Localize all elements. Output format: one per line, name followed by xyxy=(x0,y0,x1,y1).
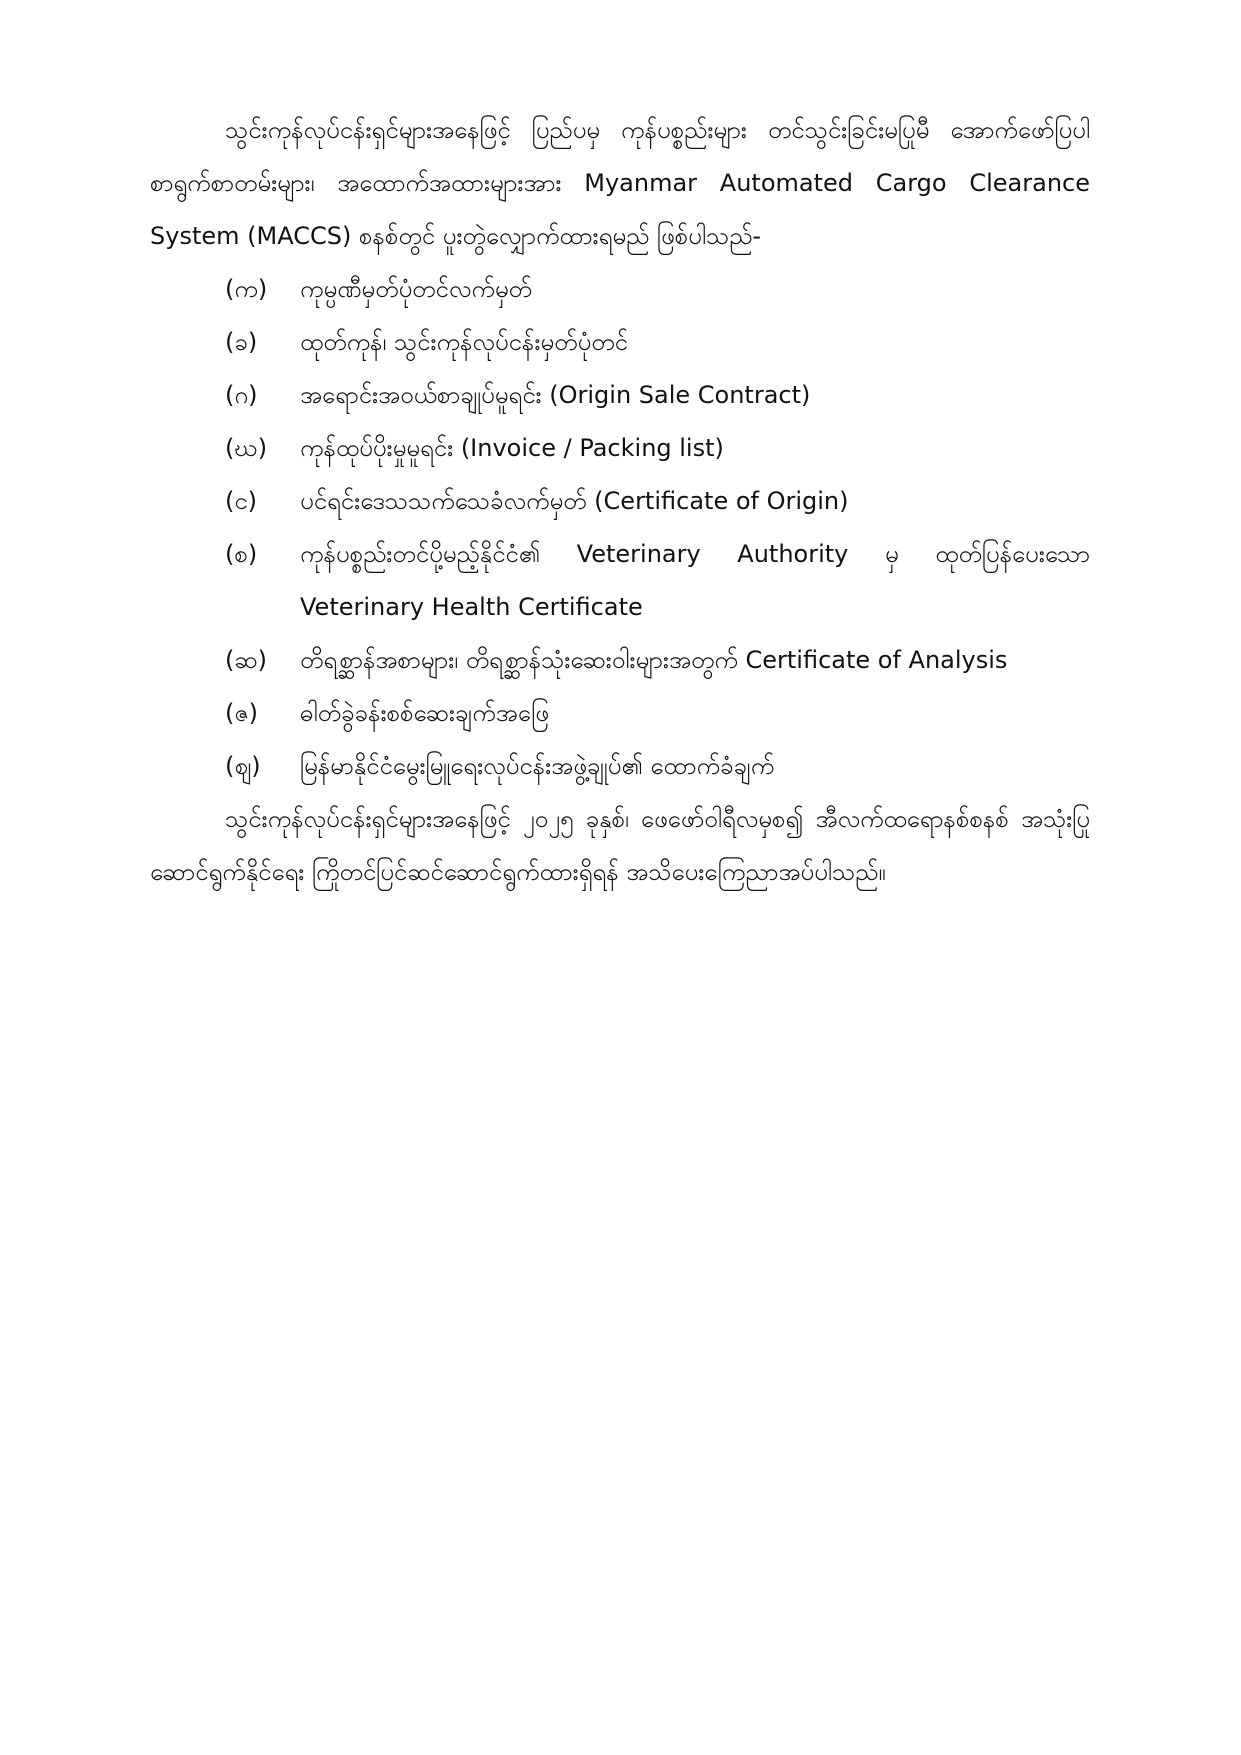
list-item-text: ကုမ္ပဏီမှတ်ပုံတင်လက်မှတ် xyxy=(300,275,532,303)
document-body xyxy=(150,104,1090,899)
list-item xyxy=(150,528,1090,634)
list-marker: (ဂ) xyxy=(225,381,258,409)
list-item-text: တိရစ္ဆာန်အစာများ၊ တိရစ္ဆာန်သုံးဆေးဝါးများအတွက် Certificate of Analysis xyxy=(300,646,1008,674)
list-marker: (က) xyxy=(225,275,268,303)
required-documents-list xyxy=(150,263,1090,793)
list-item xyxy=(150,263,1090,316)
list-item-text: မြန်မာနိုင်ငံမွေးမြူရေးလုပ်ငန်းအဖွဲ့ချုပ်၏ ထောက်ခံချက် xyxy=(300,752,775,780)
list-marker: (ဆ) xyxy=(225,646,267,674)
list-item xyxy=(150,316,1090,369)
list-item xyxy=(150,740,1090,793)
list-item xyxy=(150,687,1090,740)
list-item-text: ကုန်ထုပ်ပိုးမှုမူရင်း (Invoice / Packing list) xyxy=(300,434,724,462)
list-item xyxy=(150,634,1090,687)
list-marker: (င) xyxy=(225,487,258,515)
list-item-text: ကုန်ပစ္စည်းတင်ပို့မည့်နိုင်ငံ၏ Veterinary Authority မှ ထုတ်ပြန်ပေးသော Veterinary Health Certificate xyxy=(300,540,1090,621)
list-marker: (စ) xyxy=(225,540,258,568)
list-item-text: ထုတ်ကုန်၊ သွင်းကုန်လုပ်ငန်းမှတ်ပုံတင် xyxy=(300,328,628,356)
list-item xyxy=(150,422,1090,475)
list-item-text: ဓါတ်ခွဲခန်းစစ်ဆေးချက်အဖြေ xyxy=(300,699,549,727)
list-item-text: ပင်ရင်းဒေသသက်သေခံလက်မှတ် (Certificate of Origin) xyxy=(300,487,849,515)
list-marker: (ဃ) xyxy=(225,434,268,462)
list-item-text: အရောင်းအဝယ်စာချုပ်မူရင်း (Origin Sale Contract) xyxy=(300,381,811,409)
intro-paragraph: သွင်းကုန်လုပ်ငန်းရှင်များအနေဖြင့် ပြည်ပမှ ကုန်ပစ္စည်းများ တင်သွင်းခြင်းမပြုမီ အောက်ဖော်ပြပါ စာရွက်စာတမ်းများ၊ အထောက်အထားများအား Myanmar Automated Cargo Clearance System (MACCS) စနစ်တွင် ပူးတွဲလျှောက်ထားရမည် ဖြစ်ပါသည်- xyxy=(150,116,1090,250)
closing-paragraph: သွင်းကုန်လုပ်ငန်းရှင်များအနေဖြင့် ၂၀၂၅ ခုနှစ်၊ ဖေဖော်ဝါရီလမှစ၍ အီလက်ထရောနစ်စနစ် အသုံးပြုဆောင်ရွက်နိုင်ရေး ကြိုတင်ပြင်ဆင်ဆောင်ရွက်ထားရှိရန် အသိပေးကြေညာအပ်ပါသည်။ xyxy=(150,805,1090,886)
list-marker: (ခ) xyxy=(225,328,258,356)
list-marker: (ဇ) xyxy=(225,699,258,727)
list-item xyxy=(150,369,1090,422)
list-marker: (ဈ) xyxy=(225,752,261,780)
list-item xyxy=(150,475,1090,528)
